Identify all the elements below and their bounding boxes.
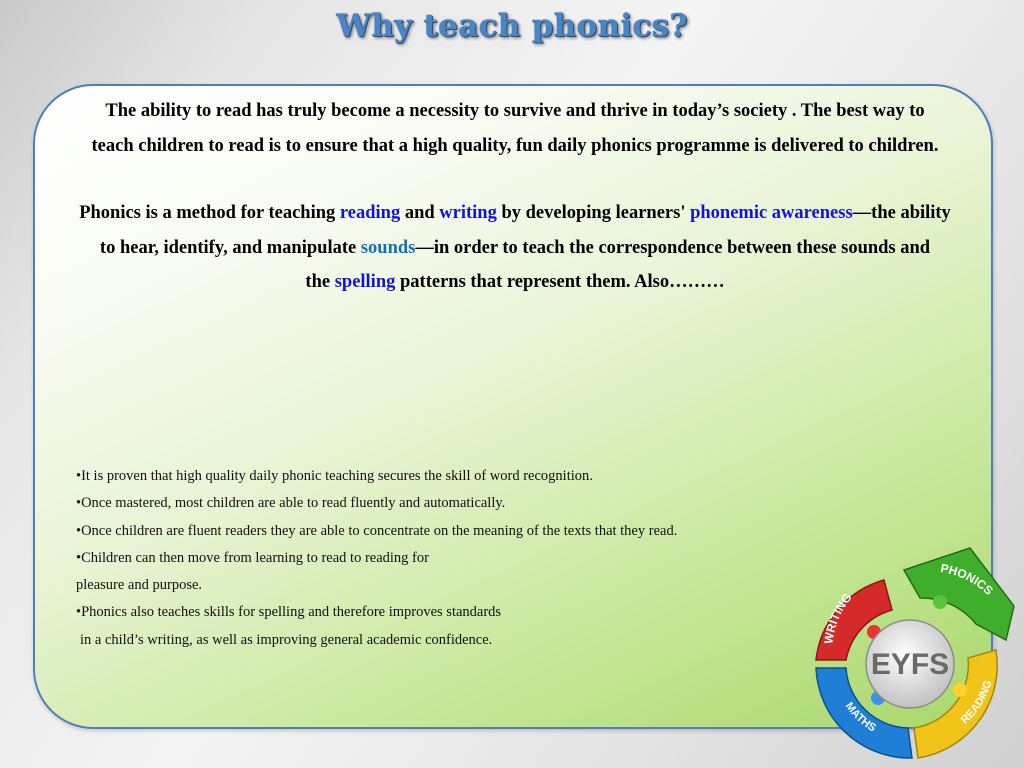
reading-label: READING	[958, 678, 995, 727]
phonics-label: PHONICS	[939, 561, 996, 598]
bullet-item: •Phonics also teaches skills for spelling and therefore improves standards	[76, 604, 502, 621]
intro-text: and	[400, 203, 440, 223]
intro-paragraph-2	[45, 196, 985, 300]
eyfs-center-label: EYFS	[870, 648, 950, 681]
bullet-item: •Once mastered, most children are able to read fluently and automatically.	[76, 495, 506, 512]
connector-peg	[953, 683, 967, 697]
bullet-item: •It is proven that high quality daily phonic teaching secures the skill of word recognition.	[76, 468, 593, 484]
writing-label: WRITING	[821, 590, 855, 645]
reading-link[interactable]: reading	[339, 203, 401, 223]
bullet-continuation: pleasure and purpose.	[76, 577, 203, 594]
sounds-link[interactable]: sounds	[360, 237, 416, 258]
intro-text: —the ability	[852, 203, 951, 223]
bullet-continuation: in a child’s writing, as well as improving general academic confidence.	[80, 631, 493, 648]
writing-link[interactable]: writing	[439, 203, 497, 223]
intro-line: The ability to read has truly become a necessity to survive and thrive in today’s society . The best way to	[105, 101, 925, 121]
connector-peg	[933, 595, 947, 609]
intro-text: by developing learners'	[496, 203, 691, 223]
intro-text: to hear, identify, and manipulate	[99, 237, 361, 258]
phonemic-awareness-link[interactable]: phonemic awareness	[690, 203, 853, 223]
intro-paragraph-1	[45, 94, 985, 163]
eyfs-logo	[800, 540, 1020, 765]
intro-text: —in order to teach the correspondence between these sounds and	[415, 237, 931, 258]
intro-text: Phonics is a method for teaching	[79, 203, 340, 223]
bullet-item: •Once children are fluent readers they are able to concentrate on the meaning of the texts that they read.	[76, 522, 678, 539]
intro-line: teach children to read is to ensure that a high quality, fun daily phonics programme is delivered to children.	[91, 135, 939, 156]
intro-text: patterns that represent them. Also………	[395, 272, 725, 292]
maths-label: MATHS	[842, 700, 878, 735]
spelling-link[interactable]: spelling	[334, 272, 396, 292]
bullet-item: •Children can then move from learning to read to reading for	[76, 549, 429, 566]
slide-title: Why teach phonics?	[336, 8, 688, 44]
benefits-bullet-list	[76, 463, 796, 654]
intro-text: the	[305, 272, 335, 292]
